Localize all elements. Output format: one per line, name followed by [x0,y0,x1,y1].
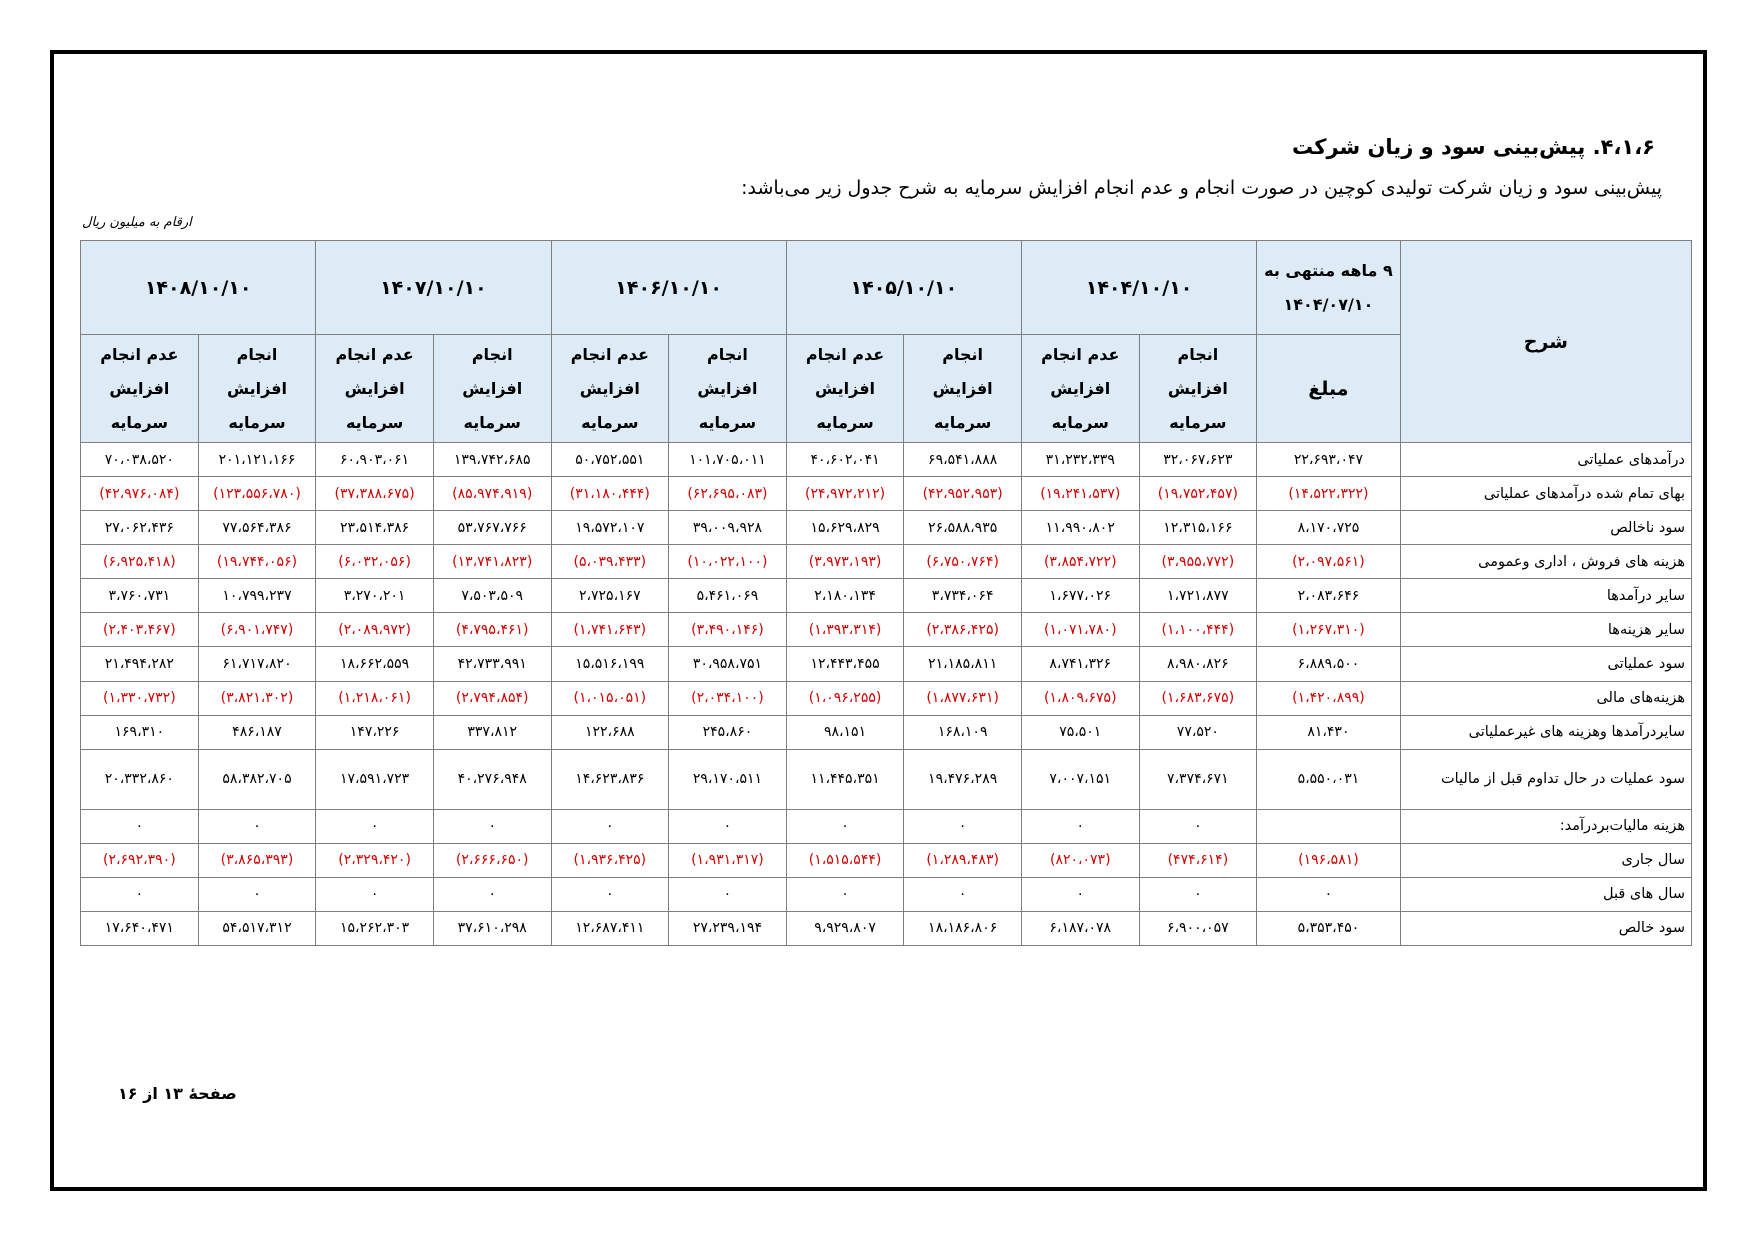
without-increase-header: عدم انجام افزایش سرمایه [786,335,904,443]
without-increase-header: عدم انجام افزایش سرمایه [316,335,434,443]
row-label: سود عملیاتی [1400,647,1691,681]
value-cell: ۰ [433,877,551,911]
value-cell: ۴۰،۲۷۶،۹۴۸ [433,749,551,809]
table-row [81,647,1692,681]
value-cell: ۲۷،۲۳۹،۱۹۴ [669,911,787,945]
value-cell: (۲،۶۹۲،۳۹۰) [81,843,199,877]
table-row [81,911,1692,945]
value-cell: ۰ [669,877,787,911]
value-cell: ۱۹،۵۷۲،۱۰۷ [551,511,669,545]
value-cell: ۳۰،۹۵۸،۷۵۱ [669,647,787,681]
table-row [81,511,1692,545]
value-cell: ۱۲،۳۱۵،۱۶۶ [1139,511,1257,545]
value-cell: (۱،۳۹۳،۳۱۴) [786,613,904,647]
value-cell: (۱،۱۰۰،۴۴۴) [1139,613,1257,647]
value-cell: (۱۰،۰۲۲،۱۰۰) [669,545,787,579]
value-cell: ۷،۰۰۷،۱۵۱ [1021,749,1139,809]
value-cell: ۱۰،۷۹۹،۲۳۷ [198,579,316,613]
year-header: ۱۴۰۷/۱۰/۱۰ [316,241,551,335]
value-cell: (۱،۴۲۰،۸۹۹) [1257,681,1401,715]
value-cell: ۳۹،۰۰۹،۹۲۸ [669,511,787,545]
value-cell: (۶،۰۳۲،۰۵۶) [316,545,434,579]
value-cell: (۳،۹۵۵،۷۷۲) [1139,545,1257,579]
value-cell: ۱،۶۷۷،۰۲۶ [1021,579,1139,613]
table-row [81,681,1692,715]
intro-paragraph: پیش‌بینی سود و زیان شرکت تولیدی کوچین در صورت انجام و عدم انجام افزایش سرمایه به شرح جدول زیر می‌باشد: [741,177,1662,199]
value-cell: (۱،۰۱۵،۰۵۱) [551,681,669,715]
value-cell: (۴۲،۹۷۶،۰۸۴) [81,477,199,511]
row-label: درآمدهای عملیاتی [1400,443,1691,477]
value-cell: ۱۶۸،۱۰۹ [904,715,1022,749]
value-cell: ۴۲،۷۳۳،۹۹۱ [433,647,551,681]
value-cell: ۰ [433,809,551,843]
value-cell: ۱،۷۲۱،۸۷۷ [1139,579,1257,613]
value-cell: ۷۷،۵۲۰ [1139,715,1257,749]
with-increase-header: انجام افزایش سرمایه [198,335,316,443]
value-cell: ۳،۲۷۰،۲۰۱ [316,579,434,613]
value-cell: (۶،۹۲۵،۴۱۸) [81,545,199,579]
value-cell: (۳۱،۱۸۰،۴۴۴) [551,477,669,511]
value-cell: ۷۷،۵۶۴،۳۸۶ [198,511,316,545]
value-cell: ۴۸۶،۱۸۷ [198,715,316,749]
value-cell: (۱،۰۹۶،۲۵۵) [786,681,904,715]
value-cell: ۳۲،۰۶۷،۶۲۳ [1139,443,1257,477]
value-cell: (۸۵،۹۷۴،۹۱۹) [433,477,551,511]
value-cell: (۱،۲۸۹،۴۸۳) [904,843,1022,877]
value-cell: (۱۹۶،۵۸۱) [1257,843,1401,877]
year-header: ۱۴۰۸/۱۰/۱۰ [81,241,316,335]
row-label: سال جاری [1400,843,1691,877]
value-cell: ۱۶۹،۳۱۰ [81,715,199,749]
value-cell: ۱۵،۵۱۶،۱۹۹ [551,647,669,681]
table-row [81,613,1692,647]
value-cell: ۲۱،۴۹۴،۲۸۲ [81,647,199,681]
value-cell: (۱۹،۷۵۲،۴۵۷) [1139,477,1257,511]
value-cell: ۳۳۷،۸۱۲ [433,715,551,749]
table-body [81,443,1692,946]
value-cell: ۲۶،۵۸۸،۹۳۵ [904,511,1022,545]
value-cell: ۰ [316,809,434,843]
value-cell: ۸۱،۴۳۰ [1257,715,1401,749]
value-cell: (۶،۹۰۱،۷۴۷) [198,613,316,647]
value-cell: ۲،۱۸۰،۱۳۴ [786,579,904,613]
value-cell: ۰ [198,809,316,843]
value-cell: (۱،۸۷۷،۶۳۱) [904,681,1022,715]
value-cell: (۱۳،۷۴۱،۸۲۳) [433,545,551,579]
row-label: هزینه مالیات‌بردرآمد: [1400,809,1691,843]
value-cell: (۱،۹۳۶،۴۲۵) [551,843,669,877]
value-cell: (۱،۳۳۰،۷۳۲) [81,681,199,715]
without-increase-header: عدم انجام افزایش سرمایه [551,335,669,443]
value-cell: ۱۲،۴۴۳،۴۵۵ [786,647,904,681]
value-cell: ۴۰،۶۰۲،۰۴۱ [786,443,904,477]
value-cell: ۷۵،۵۰۱ [1021,715,1139,749]
value-cell: (۴۲،۹۵۲،۹۵۳) [904,477,1022,511]
value-cell: ۰ [669,809,787,843]
value-cell: (۳،۸۶۵،۳۹۳) [198,843,316,877]
value-cell: ۵،۴۶۱،۰۶۹ [669,579,787,613]
value-cell: ۰ [1021,877,1139,911]
without-increase-header: عدم انجام افزایش سرمایه [1021,335,1139,443]
value-cell: ۸،۱۷۰،۷۲۵ [1257,511,1401,545]
value-cell: (۲۴،۹۷۲،۲۱۲) [786,477,904,511]
table-row [81,749,1692,809]
value-cell: ۷،۵۰۳،۵۰۹ [433,579,551,613]
value-cell: ۰ [551,877,669,911]
section-heading: ۴،۱،۶. پیش‌بینی سود و زیان شرکت [1292,135,1655,159]
value-cell: (۱،۲۶۷،۳۱۰) [1257,613,1401,647]
value-cell: (۱،۷۴۱،۶۴۳) [551,613,669,647]
value-cell: (۲،۳۸۶،۴۲۵) [904,613,1022,647]
year-header: ۱۴۰۶/۱۰/۱۰ [551,241,786,335]
value-cell: ۲۴۵،۸۶۰ [669,715,787,749]
value-cell: ۲۹،۱۷۰،۵۱۱ [669,749,787,809]
value-cell: ۶۱،۷۱۷،۸۲۰ [198,647,316,681]
value-cell: ۰ [198,877,316,911]
value-cell: (۸۲۰،۰۷۳) [1021,843,1139,877]
value-cell: ۱۷،۶۴۰،۴۷۱ [81,911,199,945]
value-cell: ۵۰،۷۵۲،۵۵۱ [551,443,669,477]
value-cell: ۰ [316,877,434,911]
row-label: سود عملیات در حال تداوم قبل از مالیات [1400,749,1691,809]
value-cell: ۲۰،۳۳۲،۸۶۰ [81,749,199,809]
table-row [81,545,1692,579]
value-cell: ۰ [1139,877,1257,911]
value-cell: ۳،۷۶۰،۷۳۱ [81,579,199,613]
value-cell: ۱۲۲،۶۸۸ [551,715,669,749]
value-cell: ۶۹،۵۴۱،۸۸۸ [904,443,1022,477]
value-cell: ۸،۷۴۱،۳۲۶ [1021,647,1139,681]
value-cell: ۲۰۱،۱۲۱،۱۶۶ [198,443,316,477]
value-cell: ۷۰،۰۳۸،۵۲۰ [81,443,199,477]
value-cell: ۱۷،۵۹۱،۷۲۳ [316,749,434,809]
value-cell: ۹۸،۱۵۱ [786,715,904,749]
value-cell: (۶۲،۶۹۵،۰۸۳) [669,477,787,511]
value-cell: (۱،۲۱۸،۰۶۱) [316,681,434,715]
value-cell: ۱۴۷،۲۲۶ [316,715,434,749]
value-cell: ۶،۸۸۹،۵۰۰ [1257,647,1401,681]
value-cell: ۱۰۱،۷۰۵،۰۱۱ [669,443,787,477]
value-cell: ۸،۹۸۰،۸۲۶ [1139,647,1257,681]
value-cell: (۱۹،۲۴۱،۵۳۷) [1021,477,1139,511]
value-cell: ۱۳۹،۷۴۲،۶۸۵ [433,443,551,477]
unit-note: ارقام به میلیون ریال [82,215,192,230]
profit-loss-forecast-table [80,240,1692,946]
value-cell: ۳،۷۳۴،۰۶۴ [904,579,1022,613]
row-label: هزینه های فروش ، اداری وعمومی [1400,545,1691,579]
value-cell: ۳۱،۲۳۲،۳۳۹ [1021,443,1139,477]
value-cell: ۲۱،۱۸۵،۸۱۱ [904,647,1022,681]
value-cell: (۴،۷۹۵،۴۶۱) [433,613,551,647]
value-cell: ۲،۷۲۵،۱۶۷ [551,579,669,613]
value-cell: ۳۷،۶۱۰،۲۹۸ [433,911,551,945]
table-row [81,877,1692,911]
table-row [81,443,1692,477]
value-cell: (۲،۳۲۹،۴۲۰) [316,843,434,877]
value-cell: (۵،۰۳۹،۴۳۳) [551,545,669,579]
row-label: سایر درآمدها [1400,579,1691,613]
value-cell: ۱۵،۶۲۹،۸۲۹ [786,511,904,545]
value-cell: ۰ [1257,877,1401,911]
value-cell: ۰ [81,877,199,911]
value-cell: ۰ [904,877,1022,911]
table-row [81,715,1692,749]
value-cell: (۱۴،۵۲۲،۳۲۲) [1257,477,1401,511]
row-label: سایردرآمدها وهزینه های غیرعملیاتی [1400,715,1691,749]
value-cell: ۲۷،۰۶۲،۴۳۶ [81,511,199,545]
value-cell: ۵۸،۳۸۲،۷۰۵ [198,749,316,809]
row-label: هزینه‌های مالی [1400,681,1691,715]
value-cell: ۰ [1021,809,1139,843]
value-cell: (۲،۰۹۷،۵۶۱) [1257,545,1401,579]
row-label: سال های قبل [1400,877,1691,911]
value-cell: ۵۴،۵۱۷،۳۱۲ [198,911,316,945]
value-cell: ۱۵،۲۶۲،۳۰۳ [316,911,434,945]
value-cell: ۷،۳۷۴،۶۷۱ [1139,749,1257,809]
value-cell: ۱۲،۶۸۷،۴۱۱ [551,911,669,945]
table-row [81,477,1692,511]
value-cell: ۲۳،۵۱۴،۳۸۶ [316,511,434,545]
value-cell: (۲،۰۳۴،۱۰۰) [669,681,787,715]
table-row [81,843,1692,877]
value-cell: (۲،۰۸۹،۹۷۲) [316,613,434,647]
page-number: صفحهٔ ۱۳ از ۱۶ [118,1084,237,1103]
value-cell: ۱۸،۶۶۲،۵۵۹ [316,647,434,681]
table-row [81,579,1692,613]
value-cell: (۱،۹۳۱،۳۱۷) [669,843,787,877]
value-cell: (۴۷۴،۶۱۴) [1139,843,1257,877]
value-cell: (۱،۸۰۹،۶۷۵) [1021,681,1139,715]
description-header: شرح [1400,241,1691,443]
value-cell: ۶،۱۸۷،۰۷۸ [1021,911,1139,945]
value-cell: ۲،۰۸۳،۶۴۶ [1257,579,1401,613]
year-header: ۱۴۰۵/۱۰/۱۰ [786,241,1021,335]
value-cell: (۶،۷۵۰،۷۶۴) [904,545,1022,579]
value-cell: ۱۱،۹۹۰،۸۰۲ [1021,511,1139,545]
with-increase-header: انجام افزایش سرمایه [433,335,551,443]
value-cell: ۰ [904,809,1022,843]
value-cell: (۱۹،۷۴۴،۰۵۶) [198,545,316,579]
value-cell: (۱،۶۸۳،۶۷۵) [1139,681,1257,715]
value-cell: ۱۹،۴۷۶،۲۸۹ [904,749,1022,809]
value-cell: ۱۱،۴۴۵،۳۵۱ [786,749,904,809]
value-cell: (۲،۶۶۶،۶۵۰) [433,843,551,877]
with-increase-header: انجام افزایش سرمایه [904,335,1022,443]
value-cell: ۰ [786,877,904,911]
value-cell: ۹،۹۲۹،۸۰۷ [786,911,904,945]
value-cell: ۵،۵۵۰،۰۳۱ [1257,749,1401,809]
value-cell: ۲۲،۶۹۳،۰۴۷ [1257,443,1401,477]
value-cell: (۳،۹۷۳،۱۹۳) [786,545,904,579]
with-increase-header: انجام افزایش سرمایه [669,335,787,443]
value-cell: (۳،۸۲۱،۳۰۲) [198,681,316,715]
row-label: بهای تمام شده درآمدهای عملیاتی [1400,477,1691,511]
amount-header: مبلغ [1257,335,1401,443]
table-row [81,809,1692,843]
value-cell: (۱،۰۷۱،۷۸۰) [1021,613,1139,647]
row-label: سود خالص [1400,911,1691,945]
row-label: سایر هزینه‌ها [1400,613,1691,647]
value-cell: (۱،۵۱۵،۵۴۴) [786,843,904,877]
value-cell: ۰ [551,809,669,843]
value-cell: (۳۷،۳۸۸،۶۷۵) [316,477,434,511]
value-cell: ۰ [81,809,199,843]
value-cell: (۳،۸۵۴،۷۲۲) [1021,545,1139,579]
value-cell: ۵،۳۵۳،۴۵۰ [1257,911,1401,945]
value-cell: ۰ [786,809,904,843]
row-label: سود ناخالص [1400,511,1691,545]
value-cell: ۱۸،۱۸۶،۸۰۶ [904,911,1022,945]
value-cell: (۱۲۳،۵۵۶،۷۸۰) [198,477,316,511]
value-cell: (۲،۷۹۴،۸۵۴) [433,681,551,715]
value-cell: ۶۰،۹۰۳،۰۶۱ [316,443,434,477]
value-cell: ۶،۹۰۰،۰۵۷ [1139,911,1257,945]
year-header: ۱۴۰۴/۱۰/۱۰ [1021,241,1256,335]
value-cell: (۳،۴۹۰،۱۴۶) [669,613,787,647]
value-cell: (۲،۴۰۳،۴۶۷) [81,613,199,647]
value-cell: ۰ [1139,809,1257,843]
without-increase-header: عدم انجام افزایش سرمایه [81,335,199,443]
nine-month-header: ۹ ماهه منتهی به ۱۴۰۴/۰۷/۱۰ [1257,241,1401,335]
value-cell: ۵۳،۷۶۷،۷۶۶ [433,511,551,545]
with-increase-header: انجام افزایش سرمایه [1139,335,1257,443]
value-cell [1257,809,1401,843]
value-cell: ۱۴،۶۲۳،۸۳۶ [551,749,669,809]
